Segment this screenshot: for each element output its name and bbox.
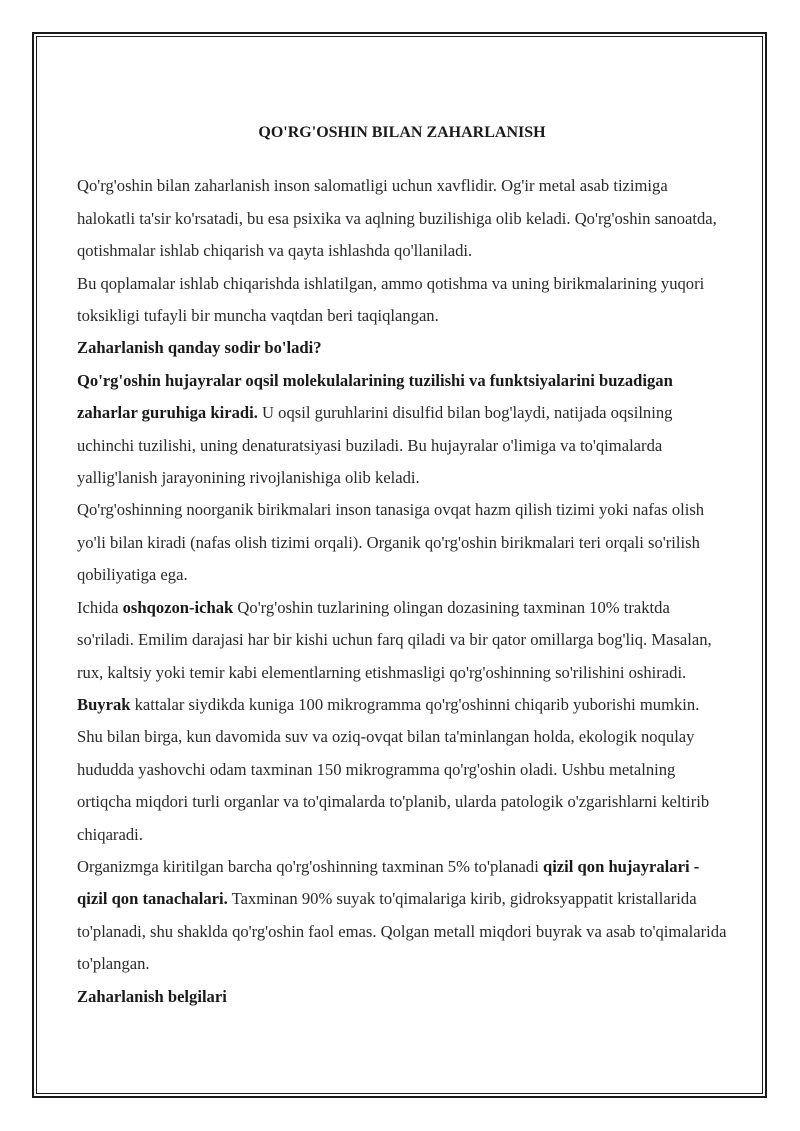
section-heading-symptoms [77,981,727,1013]
section-heading-how [77,332,727,364]
paragraph-text: U oqsil guruhlarini disulfid bilan bog'laydi, natijada oqsilning uchinchi tuzilishi, uning denaturatsiyasi buziladi. Bu hujayralar o'limiga va to'qimalarda yallig'lanish jarayonining rivojlanishiga olib keladi. [77,403,673,488]
bold-phrase: qizil qon hujayralari - qizil qon tanachalari. [77,856,700,909]
page-title: QO'RG'OSHIN BILAN ZAHARLANISH [258,124,546,141]
heading-text: Zaharlanish belgilari [77,986,227,1006]
bold-phrase: Qo'rg'oshin hujayralar oqsil molekulalarining tuzilishi va funktsiyalarini buzadigan zaharlar guruhiga kiradi. [77,370,673,423]
paragraph-intro: Qo'rg'oshin bilan zaharlanish inson salomatligi uchun xavflidir. Og'ir metal asab tizimiga halokatli ta'sir ko'rsatadi, bu esa psixika va aqlning buzilishiga olib keladi. Qo'rg'oshin sanoatda, qotishmalar ishlab chiqarish va qayta ishlashda qo'llaniladi. [77,176,717,261]
paragraph-text: kattalar siydikda kuniga 100 mikrogramma qo'rg'oshinni chiqarib yuborishi mumkin. Shu bilan birga, kun davomida suv va oziq-ovqat bilan ta'minlangan holda, ekologik noqulay hududda yashovchi odam taxminan 150 mikrogramma qo'rg'oshin oladi. Ushbu metalning ortiqcha miqdori turli organlar va to'qimalarda to'planib, ularda patologik o'zgarishlarni keltirib chiqaradi. [77,694,710,844]
paragraph-text: Ichida [77,597,123,617]
bold-phrase: oshqozon-ichak [122,597,234,617]
paragraph-text: Taxminan 90% suyak to'qimalariga kirib, gidroksyappatit kristallarida to'planadi, shu shaklda qo'rg'oshin faol emas. Qolgan metall miqdori buyrak va asab to'qimalarida to'plangan. [77,889,727,974]
paragraph-kidney [77,689,727,851]
document-body [77,117,727,1013]
bold-phrase: Buyrak [77,694,131,714]
paragraph-mechanism [77,365,727,495]
paragraph-entry-routes: Qo'rg'oshinning noorganik birikmalari inson tanasiga ovqat hazm qilish tizimi yoki nafas olish yo'li bilan kiradi (nafas olish tizimi orqali). Organik qo'rg'oshin birikmalari teri orqali so'rilish qobiliyatiga ega. [77,500,705,585]
paragraph-coatings: Bu qoplamalar ishlab chiqarishda ishlatilgan, ammo qotishma va uning birikmalarining yuqori toksikligi tufayli bir muncha vaqtdan beri taqiqlangan. [77,273,705,326]
paragraph-distribution [77,851,727,981]
paragraph-text: Organizmga kiritilgan barcha qo'rg'oshinning taxminan 5% to'planadi [77,856,543,876]
paragraph-gi-absorption [77,592,727,689]
heading-text: Zaharlanish qanday sodir bo'ladi? [77,338,322,358]
paragraph-text: Qo'rg'oshin tuzlarining olingan dozasining taxminan 10% traktda so'riladi. Emilim darajasi har bir kishi uchun farq qiladi va bir qator omillarga bog'liq. Masalan, rux, kaltsiy yoki temir kabi elementlarning etishmasligi qo'rg'oshinning so'rilishini oshiradi. [77,597,712,682]
